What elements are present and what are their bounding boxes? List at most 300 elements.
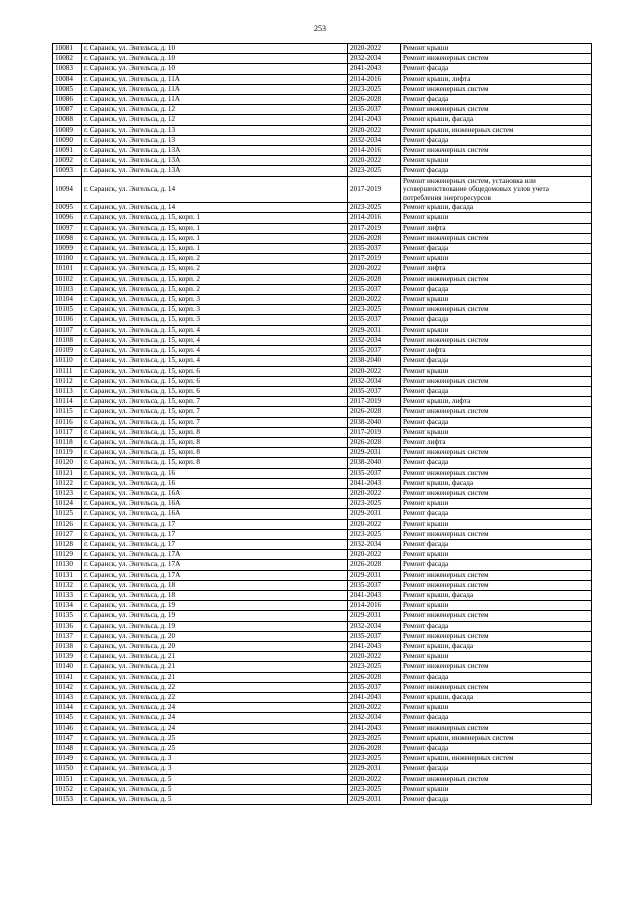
address-cell: г. Саранск, ул. Энгельса, д. 22 (82, 693, 348, 703)
work-type-cell: Ремонт крыши (401, 703, 592, 713)
period-cell: 2026-2028 (348, 437, 401, 447)
period-cell: 2032-2034 (348, 539, 401, 549)
row-number-cell: 10124 (53, 499, 82, 509)
table-row (53, 754, 592, 764)
table-row (53, 376, 592, 386)
period-cell: 2029-2031 (348, 448, 401, 458)
address-cell: г. Саранск, ул. Энгельса, д. 15, корп. 3 (82, 305, 348, 315)
period-cell: 2020-2022 (348, 264, 401, 274)
row-number-cell: 10145 (53, 713, 82, 723)
row-number-cell: 10152 (53, 784, 82, 794)
table-row (53, 744, 592, 754)
period-cell: 2038-2040 (348, 458, 401, 468)
period-cell: 2035-2037 (348, 105, 401, 115)
work-type-cell: Ремонт фасада (401, 386, 592, 396)
address-cell: г. Саранск, ул. Энгельса, д. 11А (82, 84, 348, 94)
table-row (53, 325, 592, 335)
table-row (53, 458, 592, 468)
address-cell: г. Саранск, ул. Энгельса, д. 15, корп. 1 (82, 213, 348, 223)
work-type-cell: Ремонт крыши (401, 254, 592, 264)
table-row (53, 652, 592, 662)
work-type-cell: Ремонт крыши (401, 499, 592, 509)
address-cell: г. Саранск, ул. Энгельса, д. 24 (82, 723, 348, 733)
row-number-cell: 10111 (53, 366, 82, 376)
period-cell: 2029-2031 (348, 795, 401, 805)
period-cell: 2017-2019 (348, 397, 401, 407)
row-number-cell: 10116 (53, 417, 82, 427)
work-type-cell: Ремонт лифта (401, 264, 592, 274)
address-cell: г. Саранск, ул. Энгельса, д. 21 (82, 652, 348, 662)
work-type-cell: Ремонт фасада (401, 795, 592, 805)
row-number-cell: 10123 (53, 488, 82, 498)
period-cell: 2032-2034 (348, 54, 401, 64)
table-row (53, 795, 592, 805)
row-number-cell: 10086 (53, 95, 82, 105)
row-number-cell: 10138 (53, 641, 82, 651)
row-number-cell: 10122 (53, 478, 82, 488)
row-number-cell: 10100 (53, 254, 82, 264)
period-cell: 2026-2028 (348, 744, 401, 754)
table-row (53, 448, 592, 458)
address-cell: г. Саранск, ул. Энгельса, д. 15, корп. 2 (82, 264, 348, 274)
table-row (53, 570, 592, 580)
period-cell: 2032-2034 (348, 621, 401, 631)
work-type-cell: Ремонт лифта (401, 437, 592, 447)
row-number-cell: 10129 (53, 550, 82, 560)
row-number-cell: 10127 (53, 529, 82, 539)
work-type-cell: Ремонт крыши, фасада (401, 115, 592, 125)
address-cell: г. Саранск, ул. Энгельса, д. 17 (82, 519, 348, 529)
work-type-cell: Ремонт крыши, лифта (401, 74, 592, 84)
table-row (53, 437, 592, 447)
period-cell: 2017-2019 (348, 427, 401, 437)
address-cell: г. Саранск, ул. Энгельса, д. 15, корп. 8 (82, 448, 348, 458)
row-number-cell: 10099 (53, 244, 82, 254)
row-number-cell: 10114 (53, 397, 82, 407)
address-cell: г. Саранск, ул. Энгельса, д. 17А (82, 550, 348, 560)
address-cell: г. Саранск, ул. Энгельса, д. 15, корп. 7 (82, 407, 348, 417)
table-row (53, 468, 592, 478)
work-type-cell: Ремонт инженерных систем (401, 105, 592, 115)
work-type-cell: Ремонт инженерных систем (401, 488, 592, 498)
row-number-cell: 10088 (53, 115, 82, 125)
table-row (53, 315, 592, 325)
period-cell: 2038-2040 (348, 417, 401, 427)
table-row (53, 631, 592, 641)
address-cell: г. Саранск, ул. Энгельса, д. 15, корп. 8 (82, 437, 348, 447)
table-row (53, 264, 592, 274)
address-cell: г. Саранск, ул. Энгельса, д. 18 (82, 590, 348, 600)
work-type-cell: Ремонт крыши (401, 366, 592, 376)
table-row (53, 203, 592, 213)
period-cell: 2032-2034 (348, 135, 401, 145)
period-cell: 2029-2031 (348, 325, 401, 335)
work-type-cell: Ремонт крыши, фасада (401, 693, 592, 703)
row-number-cell: 10093 (53, 166, 82, 176)
address-cell: г. Саранск, ул. Энгельса, д. 15, корп. 3 (82, 315, 348, 325)
work-type-cell: Ремонт фасада (401, 417, 592, 427)
work-type-cell: Ремонт фасада (401, 509, 592, 519)
table-row (53, 529, 592, 539)
row-number-cell: 10137 (53, 631, 82, 641)
work-type-cell: Ремонт инженерных систем, установка или усовершенствование общедомовых узлов учета потребления энергоресурсов (401, 176, 592, 203)
row-number-cell: 10128 (53, 539, 82, 549)
row-number-cell: 10136 (53, 621, 82, 631)
address-cell: г. Саранск, ул. Энгельса, д. 20 (82, 631, 348, 641)
period-cell: 2029-2031 (348, 611, 401, 621)
period-cell: 2026-2028 (348, 95, 401, 105)
work-type-cell: Ремонт инженерных систем (401, 682, 592, 692)
row-number-cell: 10097 (53, 223, 82, 233)
work-type-cell: Ремонт фасада (401, 284, 592, 294)
address-cell: г. Саранск, ул. Энгельса, д. 12 (82, 115, 348, 125)
period-cell: 2041-2043 (348, 478, 401, 488)
table-row (53, 621, 592, 631)
period-cell: 2017-2019 (348, 176, 401, 203)
work-type-cell: Ремонт фасада (401, 315, 592, 325)
address-cell: г. Саранск, ул. Энгельса, д. 14 (82, 203, 348, 213)
address-cell: г. Саранск, ул. Энгельса, д. 15, корп. 1 (82, 223, 348, 233)
page-number: 253 (314, 24, 326, 33)
table-row (53, 519, 592, 529)
row-number-cell: 10091 (53, 146, 82, 156)
period-cell: 2035-2037 (348, 244, 401, 254)
table-row (53, 427, 592, 437)
table-row (53, 254, 592, 264)
period-cell: 2029-2031 (348, 764, 401, 774)
address-cell: г. Саранск, ул. Энгельса, д. 17А (82, 570, 348, 580)
address-cell: г. Саранск, ул. Энгельса, д. 3 (82, 754, 348, 764)
table-row (53, 784, 592, 794)
address-cell: г. Саранск, ул. Энгельса, д. 22 (82, 682, 348, 692)
table-row (53, 166, 592, 176)
work-type-cell: Ремонт инженерных систем (401, 631, 592, 641)
address-cell: г. Саранск, ул. Энгельса, д. 15, корп. 6 (82, 376, 348, 386)
table-row (53, 64, 592, 74)
work-type-cell: Ремонт инженерных систем (401, 468, 592, 478)
row-number-cell: 10104 (53, 295, 82, 305)
table-row (53, 356, 592, 366)
address-cell: г. Саранск, ул. Энгельса, д. 15, корп. 4 (82, 356, 348, 366)
period-cell: 2041-2043 (348, 693, 401, 703)
address-cell: г. Саранск, ул. Энгельса, д. 10 (82, 64, 348, 74)
row-number-cell: 10090 (53, 135, 82, 145)
work-type-cell: Ремонт фасада (401, 166, 592, 176)
row-number-cell: 10095 (53, 203, 82, 213)
work-type-cell: Ремонт крыши (401, 325, 592, 335)
row-number-cell: 10083 (53, 64, 82, 74)
table-row (53, 539, 592, 549)
row-number-cell: 10087 (53, 105, 82, 115)
address-cell: г. Саранск, ул. Энгельса, д. 24 (82, 703, 348, 713)
row-number-cell: 10081 (53, 44, 82, 54)
table-row (53, 611, 592, 621)
row-number-cell: 10112 (53, 376, 82, 386)
period-cell: 2029-2031 (348, 570, 401, 580)
row-number-cell: 10082 (53, 54, 82, 64)
period-cell: 2020-2022 (348, 488, 401, 498)
table-row (53, 764, 592, 774)
row-number-cell: 10120 (53, 458, 82, 468)
row-number-cell: 10150 (53, 764, 82, 774)
row-number-cell: 10092 (53, 156, 82, 166)
period-cell: 2023-2025 (348, 754, 401, 764)
work-type-cell: Ремонт крыши (401, 295, 592, 305)
period-cell: 2023-2025 (348, 499, 401, 509)
period-cell: 2014-2016 (348, 601, 401, 611)
work-type-cell: Ремонт инженерных систем (401, 274, 592, 284)
table-body (53, 44, 592, 805)
table-row (53, 223, 592, 233)
address-cell: г. Саранск, ул. Энгельса, д. 15, корп. 6 (82, 386, 348, 396)
period-cell: 2029-2031 (348, 509, 401, 519)
work-type-cell: Ремонт инженерных систем (401, 580, 592, 590)
address-cell: г. Саранск, ул. Энгельса, д. 16А (82, 488, 348, 498)
table-row (53, 478, 592, 488)
period-cell: 2020-2022 (348, 519, 401, 529)
address-cell: г. Саранск, ул. Энгельса, д. 21 (82, 662, 348, 672)
period-cell: 2035-2037 (348, 580, 401, 590)
work-type-cell: Ремонт крыши (401, 601, 592, 611)
address-cell: г. Саранск, ул. Энгельса, д. 13 (82, 125, 348, 135)
work-type-cell: Ремонт крыши (401, 427, 592, 437)
address-cell: г. Саранск, ул. Энгельса, д. 25 (82, 733, 348, 743)
address-cell: г. Саранск, ул. Энгельса, д. 21 (82, 672, 348, 682)
work-type-cell: Ремонт крыши (401, 519, 592, 529)
table-row (53, 713, 592, 723)
table-row (53, 135, 592, 145)
table-row (53, 125, 592, 135)
work-type-cell: Ремонт лифта (401, 346, 592, 356)
period-cell: 2035-2037 (348, 346, 401, 356)
table-row (53, 682, 592, 692)
address-cell: г. Саранск, ул. Энгельса, д. 15, корп. 3 (82, 295, 348, 305)
work-type-cell: Ремонт фасада (401, 560, 592, 570)
work-type-cell: Ремонт крыши, инженерных систем (401, 754, 592, 764)
row-number-cell: 10148 (53, 744, 82, 754)
address-cell: г. Саранск, ул. Энгельса, д. 16 (82, 468, 348, 478)
table-row (53, 499, 592, 509)
period-cell: 2041-2043 (348, 723, 401, 733)
address-cell: г. Саранск, ул. Энгельса, д. 15, корп. 8 (82, 458, 348, 468)
period-cell: 2032-2034 (348, 335, 401, 345)
work-type-cell: Ремонт крыши (401, 652, 592, 662)
row-number-cell: 10096 (53, 213, 82, 223)
table-row (53, 386, 592, 396)
row-number-cell: 10089 (53, 125, 82, 135)
address-cell: г. Саранск, ул. Энгельса, д. 18 (82, 580, 348, 590)
table-row (53, 233, 592, 243)
address-cell: г. Саранск, ул. Энгельса, д. 20 (82, 641, 348, 651)
work-type-cell: Ремонт фасада (401, 539, 592, 549)
table-row (53, 213, 592, 223)
work-type-cell: Ремонт крыши, фасада (401, 590, 592, 600)
row-number-cell: 10125 (53, 509, 82, 519)
work-type-cell: Ремонт крыши (401, 156, 592, 166)
work-type-cell: Ремонт инженерных систем (401, 407, 592, 417)
row-number-cell: 10139 (53, 652, 82, 662)
work-type-cell: Ремонт крыши, фасада (401, 478, 592, 488)
period-cell: 2035-2037 (348, 284, 401, 294)
row-number-cell: 10147 (53, 733, 82, 743)
work-type-cell: Ремонт инженерных систем (401, 54, 592, 64)
address-cell: г. Саранск, ул. Энгельса, д. 17 (82, 529, 348, 539)
period-cell: 2020-2022 (348, 366, 401, 376)
address-cell: г. Саранск, ул. Энгельса, д. 5 (82, 784, 348, 794)
work-type-cell: Ремонт фасада (401, 95, 592, 105)
row-number-cell: 10102 (53, 274, 82, 284)
work-type-cell: Ремонт фасада (401, 135, 592, 145)
work-type-cell: Ремонт крыши (401, 550, 592, 560)
period-cell: 2041-2043 (348, 64, 401, 74)
address-cell: г. Саранск, ул. Энгельса, д. 15, корп. 7 (82, 397, 348, 407)
table-row (53, 509, 592, 519)
table-row (53, 84, 592, 94)
period-cell: 2023-2025 (348, 784, 401, 794)
row-number-cell: 10118 (53, 437, 82, 447)
table-row (53, 590, 592, 600)
address-cell: г. Саранск, ул. Энгельса, д. 12 (82, 105, 348, 115)
table-row (53, 774, 592, 784)
work-type-cell: Ремонт крыши (401, 44, 592, 54)
work-type-cell: Ремонт инженерных систем (401, 335, 592, 345)
table-row (53, 693, 592, 703)
address-cell: г. Саранск, ул. Энгельса, д. 3 (82, 764, 348, 774)
work-type-cell: Ремонт инженерных систем (401, 570, 592, 580)
row-number-cell: 10101 (53, 264, 82, 274)
address-cell: г. Саранск, ул. Энгельса, д. 19 (82, 611, 348, 621)
address-cell: г. Саранск, ул. Энгельса, д. 15, корп. 2 (82, 254, 348, 264)
table-row (53, 641, 592, 651)
address-cell: г. Саранск, ул. Энгельса, д. 13А (82, 166, 348, 176)
table-row (53, 733, 592, 743)
row-number-cell: 10117 (53, 427, 82, 437)
table-row (53, 580, 592, 590)
address-cell: г. Саранск, ул. Энгельса, д. 14 (82, 176, 348, 203)
table-row (53, 95, 592, 105)
table-row (53, 244, 592, 254)
address-cell: г. Саранск, ул. Энгельса, д. 16А (82, 499, 348, 509)
table-row (53, 44, 592, 54)
period-cell: 2023-2025 (348, 305, 401, 315)
address-cell: г. Саранск, ул. Энгельса, д. 19 (82, 621, 348, 631)
table-row (53, 284, 592, 294)
period-cell: 2026-2028 (348, 560, 401, 570)
work-type-cell: Ремонт крыши (401, 213, 592, 223)
period-cell: 2035-2037 (348, 386, 401, 396)
period-cell: 2023-2025 (348, 733, 401, 743)
work-type-cell: Ремонт фасада (401, 64, 592, 74)
row-number-cell: 10109 (53, 346, 82, 356)
address-cell: г. Саранск, ул. Энгельса, д. 13 (82, 135, 348, 145)
work-type-cell: Ремонт инженерных систем (401, 233, 592, 243)
row-number-cell: 10126 (53, 519, 82, 529)
period-cell: 2020-2022 (348, 703, 401, 713)
period-cell: 2020-2022 (348, 156, 401, 166)
work-type-cell: Ремонт фасада (401, 713, 592, 723)
work-type-cell: Ремонт инженерных систем (401, 448, 592, 458)
address-cell: г. Саранск, ул. Энгельса, д. 15, корп. 2 (82, 274, 348, 284)
table-row (53, 274, 592, 284)
table-row (53, 54, 592, 64)
address-cell: г. Саранск, ул. Энгельса, д. 17 (82, 539, 348, 549)
table-row (53, 105, 592, 115)
row-number-cell: 10132 (53, 580, 82, 590)
address-cell: г. Саранск, ул. Энгельса, д. 15, корп. 4 (82, 335, 348, 345)
row-number-cell: 10142 (53, 682, 82, 692)
row-number-cell: 10098 (53, 233, 82, 243)
address-cell: г. Саранск, ул. Энгельса, д. 15, корп. 4 (82, 325, 348, 335)
address-cell: г. Саранск, ул. Энгельса, д. 25 (82, 744, 348, 754)
work-type-cell: Ремонт крыши, фасада (401, 641, 592, 651)
work-type-cell: Ремонт фасада (401, 621, 592, 631)
row-number-cell: 10151 (53, 774, 82, 784)
work-type-cell: Ремонт фасада (401, 764, 592, 774)
period-cell: 2020-2022 (348, 774, 401, 784)
period-cell: 2020-2022 (348, 295, 401, 305)
row-number-cell: 10135 (53, 611, 82, 621)
row-number-cell: 10121 (53, 468, 82, 478)
row-number-cell: 10119 (53, 448, 82, 458)
address-cell: г. Саранск, ул. Энгельса, д. 19 (82, 601, 348, 611)
work-type-cell: Ремонт инженерных систем (401, 84, 592, 94)
period-cell: 2020-2022 (348, 125, 401, 135)
table-row (53, 366, 592, 376)
period-cell: 2026-2028 (348, 407, 401, 417)
table-row (53, 703, 592, 713)
row-number-cell: 10134 (53, 601, 82, 611)
row-number-cell: 10130 (53, 560, 82, 570)
table-row (53, 74, 592, 84)
period-cell: 2014-2016 (348, 213, 401, 223)
work-type-cell: Ремонт крыши, инженерных систем (401, 125, 592, 135)
table-row (53, 346, 592, 356)
address-cell: г. Саранск, ул. Энгельса, д. 11А (82, 74, 348, 84)
work-type-cell: Ремонт фасада (401, 356, 592, 366)
period-cell: 2020-2022 (348, 652, 401, 662)
period-cell: 2026-2028 (348, 274, 401, 284)
row-number-cell: 10140 (53, 662, 82, 672)
row-number-cell: 10133 (53, 590, 82, 600)
table-row (53, 146, 592, 156)
row-number-cell: 10105 (53, 305, 82, 315)
work-type-cell: Ремонт крыши (401, 784, 592, 794)
period-cell: 2020-2022 (348, 44, 401, 54)
work-type-cell: Ремонт инженерных систем (401, 723, 592, 733)
table-row (53, 397, 592, 407)
row-number-cell: 10108 (53, 335, 82, 345)
address-cell: г. Саранск, ул. Энгельса, д. 15, корп. 1 (82, 233, 348, 243)
work-type-cell: Ремонт фасада (401, 458, 592, 468)
table-row (53, 305, 592, 315)
row-number-cell: 10113 (53, 386, 82, 396)
table-row (53, 115, 592, 125)
period-cell: 2023-2025 (348, 203, 401, 213)
row-number-cell: 10115 (53, 407, 82, 417)
period-cell: 2035-2037 (348, 315, 401, 325)
table-row (53, 176, 592, 203)
address-cell: г. Саранск, ул. Энгельса, д. 15, корп. 4 (82, 346, 348, 356)
row-number-cell: 10149 (53, 754, 82, 764)
address-cell: г. Саранск, ул. Энгельса, д. 16 (82, 478, 348, 488)
table-row (53, 550, 592, 560)
period-cell: 2035-2037 (348, 682, 401, 692)
address-cell: г. Саранск, ул. Энгельса, д. 10 (82, 54, 348, 64)
work-type-cell: Ремонт инженерных систем (401, 774, 592, 784)
row-number-cell: 10146 (53, 723, 82, 733)
address-cell: г. Саранск, ул. Энгельса, д. 13А (82, 146, 348, 156)
work-type-cell: Ремонт фасада (401, 744, 592, 754)
